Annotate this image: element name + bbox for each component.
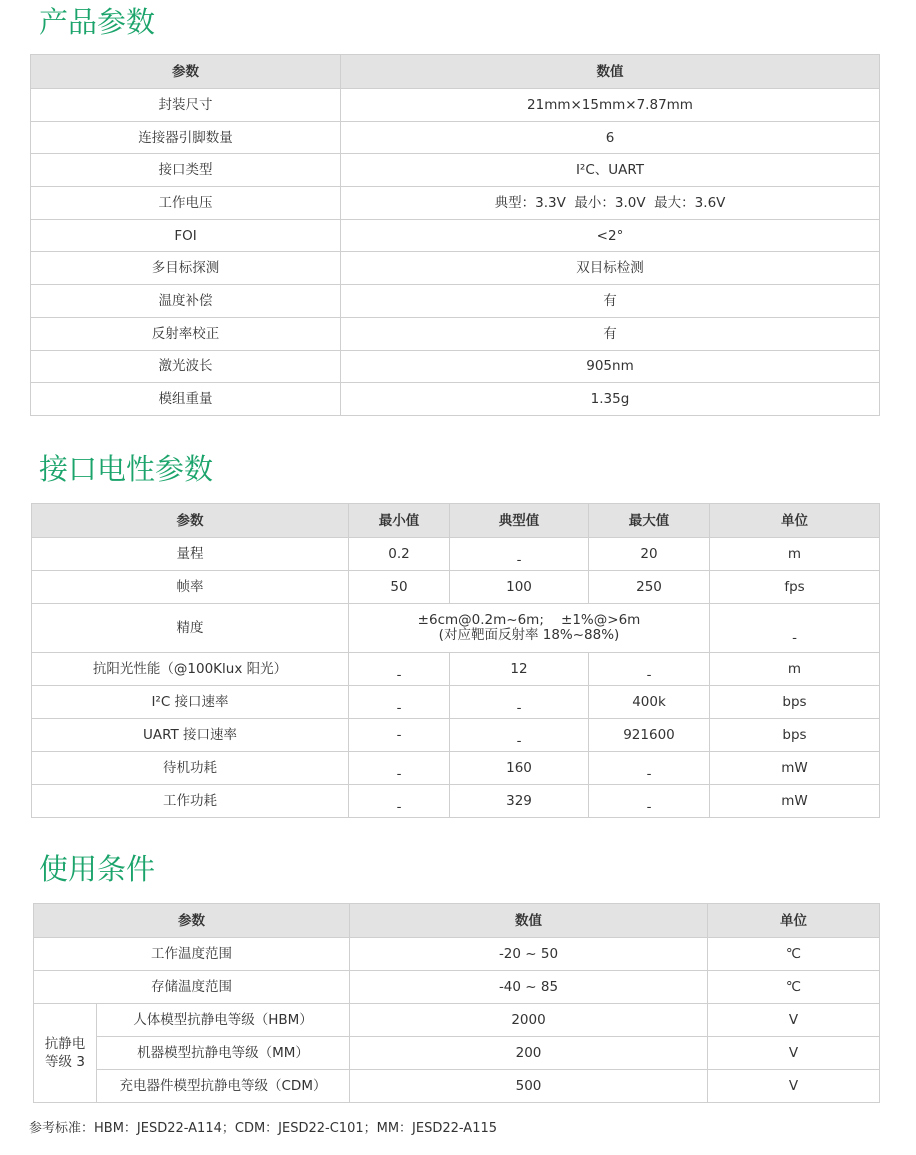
unit-value: ℃ bbox=[708, 938, 880, 971]
typ-value: 160 bbox=[450, 752, 589, 785]
table-row bbox=[34, 1004, 880, 1037]
param-name: 温度补偿 bbox=[31, 285, 341, 318]
param-name: 接口类型 bbox=[31, 154, 341, 187]
min-value: - bbox=[349, 752, 450, 785]
unit-value: V bbox=[708, 1070, 880, 1103]
table-row bbox=[31, 252, 880, 285]
unit-value: fps bbox=[710, 571, 880, 604]
param-name: 充电器件模型抗静电等级（CDM） bbox=[97, 1070, 350, 1103]
max-value: 921600 bbox=[589, 719, 710, 752]
table-row bbox=[32, 785, 880, 818]
table-row bbox=[31, 383, 880, 416]
product-params-title: 产品参数 bbox=[39, 5, 156, 39]
table-header-row bbox=[32, 504, 880, 538]
param-value: 200 bbox=[350, 1037, 708, 1070]
param-name: UART 接口速率 bbox=[32, 719, 349, 752]
table-row bbox=[31, 317, 880, 350]
usage-conditions-title: 使用条件 bbox=[39, 852, 156, 886]
param-name: 封装尺寸 bbox=[31, 89, 341, 122]
table-row bbox=[31, 121, 880, 154]
usage-conditions-table bbox=[33, 903, 880, 1103]
param-name: 机器模型抗静电等级（MM） bbox=[97, 1037, 350, 1070]
min-value: - bbox=[349, 785, 450, 818]
param-value: 21mm×15mm×7.87mm bbox=[341, 89, 880, 122]
param-value: I²C、UART bbox=[341, 154, 880, 187]
param-name: I²C 接口速率 bbox=[32, 686, 349, 719]
typ-value: - bbox=[450, 686, 589, 719]
param-value: 双目标检测 bbox=[341, 252, 880, 285]
accuracy-line-2: (对应靶面反射率 18%~88%) bbox=[438, 627, 620, 643]
min-value: 50 bbox=[349, 571, 450, 604]
typ-value: 329 bbox=[450, 785, 589, 818]
typ-value: 100 bbox=[450, 571, 589, 604]
param-value: 1.35g bbox=[341, 383, 880, 416]
unit-value: bps bbox=[710, 719, 880, 752]
param-value: -20 ~ 50 bbox=[350, 938, 708, 971]
table-row bbox=[31, 285, 880, 318]
param-value: <2° bbox=[341, 219, 880, 252]
table-row bbox=[31, 219, 880, 252]
param-value: 2000 bbox=[350, 1004, 708, 1037]
interface-params-title: 接口电性参数 bbox=[39, 452, 214, 486]
header-unit: 单位 bbox=[708, 904, 880, 938]
esd-group-line-2: 等级 3 bbox=[45, 1054, 85, 1070]
unit-value: V bbox=[708, 1004, 880, 1037]
header-typ: 典型值 bbox=[450, 504, 589, 538]
param-name: 帧率 bbox=[32, 571, 349, 604]
table-row bbox=[31, 89, 880, 122]
header-param: 参数 bbox=[31, 55, 341, 89]
param-name: 存储温度范围 bbox=[34, 971, 350, 1004]
esd-group-line-1: 抗静电 bbox=[44, 1036, 86, 1052]
table-header-row bbox=[31, 55, 880, 89]
table-row bbox=[34, 1037, 880, 1070]
unit-value: - bbox=[710, 604, 880, 653]
max-value: 250 bbox=[589, 571, 710, 604]
typ-value: 12 bbox=[450, 653, 589, 686]
param-name: 工作功耗 bbox=[32, 785, 349, 818]
param-name: 抗阳光性能（@100Klux 阳光） bbox=[32, 653, 349, 686]
table-row bbox=[34, 1070, 880, 1103]
param-value: 典型：3.3V 最小：3.0V 最大：3.6V bbox=[341, 187, 880, 220]
unit-value: m bbox=[710, 538, 880, 571]
table-row bbox=[31, 350, 880, 383]
header-value: 数值 bbox=[341, 55, 880, 89]
header-param: 参数 bbox=[32, 504, 349, 538]
unit-value: mW bbox=[710, 752, 880, 785]
table-row bbox=[32, 604, 880, 653]
param-name: 反射率校正 bbox=[31, 317, 341, 350]
accuracy-value bbox=[349, 604, 710, 653]
param-name: 待机功耗 bbox=[32, 752, 349, 785]
table-row bbox=[32, 653, 880, 686]
header-value: 数值 bbox=[350, 904, 708, 938]
unit-value: bps bbox=[710, 686, 880, 719]
table-header-row bbox=[34, 904, 880, 938]
unit-value: V bbox=[708, 1037, 880, 1070]
param-name: FOI bbox=[31, 219, 341, 252]
header-param: 参数 bbox=[34, 904, 350, 938]
max-value: - bbox=[589, 752, 710, 785]
min-value: - bbox=[349, 719, 450, 752]
param-value: 6 bbox=[341, 121, 880, 154]
param-name: 精度 bbox=[32, 604, 349, 653]
param-name: 激光波长 bbox=[31, 350, 341, 383]
table-row bbox=[31, 187, 880, 220]
param-name: 人体模型抗静电等级（HBM） bbox=[97, 1004, 350, 1037]
param-value: 905nm bbox=[341, 350, 880, 383]
param-name: 工作电压 bbox=[31, 187, 341, 220]
typ-value: - bbox=[450, 719, 589, 752]
max-value: 20 bbox=[589, 538, 710, 571]
reference-standards-note: 参考标准：HBM：JESD22-A114；CDM：JESD22-C101；MM：JESD22-A115 bbox=[29, 1121, 498, 1136]
param-value: 有 bbox=[341, 285, 880, 318]
unit-value: m bbox=[710, 653, 880, 686]
table-row bbox=[32, 571, 880, 604]
param-value: 有 bbox=[341, 317, 880, 350]
header-unit: 单位 bbox=[710, 504, 880, 538]
min-value: - bbox=[349, 653, 450, 686]
esd-group-label bbox=[34, 1004, 97, 1103]
unit-value: ℃ bbox=[708, 971, 880, 1004]
param-name: 连接器引脚数量 bbox=[31, 121, 341, 154]
table-row bbox=[32, 686, 880, 719]
param-name: 量程 bbox=[32, 538, 349, 571]
max-value: 400k bbox=[589, 686, 710, 719]
param-name: 多目标探测 bbox=[31, 252, 341, 285]
table-row bbox=[31, 154, 880, 187]
unit-value: mW bbox=[710, 785, 880, 818]
table-row bbox=[32, 752, 880, 785]
product-params-table bbox=[30, 54, 880, 416]
min-value: - bbox=[349, 686, 450, 719]
max-value: - bbox=[589, 653, 710, 686]
interface-params-table bbox=[31, 503, 880, 818]
param-name: 模组重量 bbox=[31, 383, 341, 416]
table-row bbox=[34, 971, 880, 1004]
param-name: 工作温度范围 bbox=[34, 938, 350, 971]
table-row bbox=[32, 719, 880, 752]
param-value: 500 bbox=[350, 1070, 708, 1103]
table-row bbox=[34, 938, 880, 971]
header-max: 最大值 bbox=[589, 504, 710, 538]
table-row bbox=[32, 538, 880, 571]
typ-value: - bbox=[450, 538, 589, 571]
param-value: -40 ~ 85 bbox=[350, 971, 708, 1004]
min-value: 0.2 bbox=[349, 538, 450, 571]
max-value: - bbox=[589, 785, 710, 818]
accuracy-line-1: ±6cm@0.2m~6m; ±1%@>6m bbox=[417, 612, 641, 628]
header-min: 最小值 bbox=[349, 504, 450, 538]
